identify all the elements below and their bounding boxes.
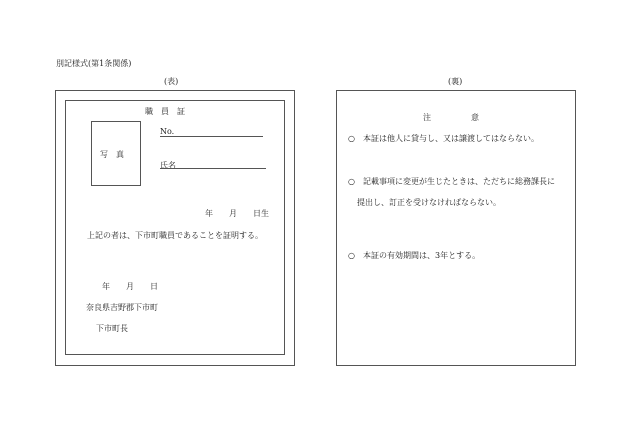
- certification-text: 上記の者は、下市町職員であることを証明する。: [87, 231, 263, 240]
- number-label: No.: [160, 127, 175, 136]
- name-underline: [160, 168, 266, 169]
- issuer-address: 奈良県吉野郡下市町: [86, 303, 158, 312]
- issuer-title: 下市町長: [96, 324, 128, 333]
- name-label: 氏名: [160, 161, 176, 170]
- back-side-frame: [336, 90, 576, 366]
- note-change-line2: 提出し、訂正を受けなければならない。: [357, 198, 501, 207]
- birth-date-label: 年 月 日生: [205, 209, 269, 218]
- notes-title: 注 意: [423, 113, 479, 122]
- form-header: 別記様式(第1条関係): [56, 59, 132, 68]
- front-side-label: (表): [164, 77, 179, 86]
- number-underline: [160, 136, 263, 137]
- card-title: 職 員 証: [145, 107, 185, 116]
- note-validity: ○ 本証の有効期間は、3年とする。: [348, 251, 481, 260]
- back-side-label: (裏): [448, 77, 463, 86]
- issue-date-label: 年 月 日: [102, 282, 158, 291]
- photo-label: 写 真: [100, 150, 124, 159]
- note-change-line1: ○ 記載事項に変更が生じたときは、ただちに総務課長に: [348, 177, 555, 186]
- note-lending: ○ 本証は他人に貸与し、又は譲渡してはならない。: [348, 134, 539, 143]
